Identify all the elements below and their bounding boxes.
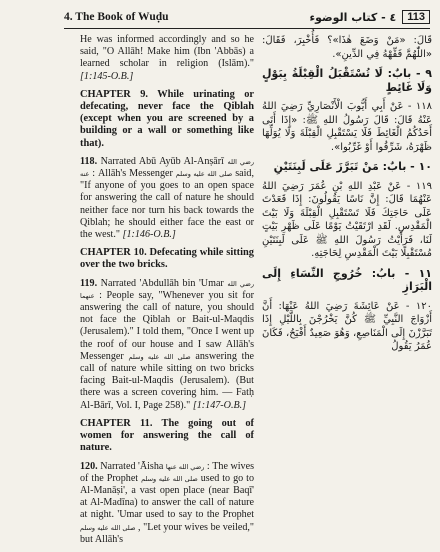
hadith-text: used to go to Al-Manāṣi', a vast open place (near Baqī' at Al-Madīna) to answer the call of nature at night. 'Umar used to say to the Prophet bbox=[80, 472, 255, 521]
salutation: صلى الله عليه وسلم bbox=[141, 474, 198, 483]
book-title: 4. The Book of Wuḍu bbox=[64, 11, 169, 23]
salutation: صلى الله عليه وسلم bbox=[175, 170, 233, 179]
hadith-118 bbox=[80, 156, 254, 241]
hadith-text: , "Let your wives be veiled," but Allāh's bbox=[80, 521, 255, 545]
narrator: Narrated Abū Ayūb Al-Anṣārī bbox=[97, 155, 224, 167]
arabic-chapter-10-title: ١٠ - بابٌ: مَنْ تَبَرَّزَ عَلَى لَبِنَتَيْنِ bbox=[273, 160, 432, 173]
reference: [1:147-O.B.] bbox=[192, 399, 247, 411]
paragraph-text: He was informed accordingly and so he said, "O Allāh! Make him (Ibn 'Abbās) a learned scholar in religion (Islām)." bbox=[80, 34, 254, 70]
arabic-hadith-119: ١١٩ - عَنْ عَبْدِ اللهِ بْنِ عُمَرَ رَضِيَ اللهُ عَنْهُمَا قَالَ: إِنَّ نَاسًا يَقُولُونَ: إِذَا قَعَدْتَ عَلَى حَاجَتِكَ فَلَا تَسْتَقْبِلِ الْقِبْلَةَ وَلَا بَيْتَ الْمَقْدِسِ. لَقَدِ ارْتَقَيْتُ يَوْمًا عَلَى ظَهْرِ بَيْتٍ لَنَا، فَرَأَيْتُ رَسُولَ اللهِ ﷺ عَلَى لَبِنَتَيْنِ مُسْتَقْبِلًا بَيْتَ الْمَقْدِسِ لِحَاجَتِهِ. bbox=[262, 180, 432, 259]
hadith-text: : Allāh's Messenger bbox=[89, 168, 173, 180]
hadith-text: : People say, "Whenever you sit for answering the call of nature, you should not face the Qiblah or Bait-ul-Maqdis (Jerusalem)." I told them, "Once I went up the roof of our house and I saw Allāh's Messenger bbox=[80, 289, 254, 362]
salutation: صلى الله عليه وسلم bbox=[128, 352, 191, 361]
page-header bbox=[64, 6, 430, 29]
hadith-120 bbox=[80, 461, 254, 546]
paragraph-continued bbox=[80, 34, 254, 83]
narrator: Narrated 'Āisha bbox=[97, 460, 164, 472]
salutation: صلى الله عليه وسلم bbox=[80, 523, 136, 532]
hadith-text: answering the call of nature while sitting on two bricks facing Bait-ul-Maqdis (Jerusalem). (But there was a screen covering him. — Fatḥ Al-Bārī, Vol. I, Page 258)." bbox=[80, 350, 254, 411]
salutation: رضي الله عنها bbox=[165, 462, 205, 471]
chapter-9-heading: CHAPTER 9. While urinating or defecating, never face the Qiblah (except when you are screened by a building or a wall or something like that). bbox=[80, 88, 254, 149]
arabic-hadith-118: ١١٨ - عَنْ أَبِي أَيُّوبَ الْأَنْصَارِيِّ رَضِيَ اللهُ عَنْهُ قَالَ: قَالَ رَسُولُ اللهِ ﷺ: «إِذَا أَتَى أَحَدُكُمُ الْغَائِطَ فَلَا يَسْتَقْبِلِ الْقِبْلَةَ وَلَا يُوَلِّهَا ظَهْرَهُ، شَرِّقُوا أَوْ غَرِّبُوا». bbox=[262, 101, 432, 153]
hadith-119 bbox=[80, 278, 254, 412]
hadith-number: 120. bbox=[80, 460, 98, 472]
arabic-chapter-9-title: ٩ - بابٌ: لَا تُسْتَقْبَلُ الْقِبْلَةُ بِبَوْلٍ وَلَا غَائِطٍ bbox=[262, 67, 432, 94]
narrator: Narrated 'Abdullāh bin 'Umar bbox=[97, 277, 224, 289]
hadith-number: 119. bbox=[80, 277, 98, 289]
arabic-column bbox=[262, 34, 432, 360]
page-number: 113 bbox=[402, 10, 430, 24]
arabic-book-title: ٤ - كتاب الوضوء bbox=[309, 10, 397, 24]
chapter-11-heading: CHAPTER 11. The going out of women for answering the call of nature. bbox=[80, 417, 254, 454]
header-right bbox=[309, 10, 430, 24]
hadith-text: : The wives of the Prophet bbox=[80, 460, 254, 484]
arabic-hadith-120: ١٢٠ - عَنْ عَائِشَةَ رَضِيَ اللهُ عَنْهَا: أَنَّ أَزْوَاجَ النَّبِيِّ ﷺ كُنَّ يَخْرُجْنَ بِاللَّيْلِ إِذَا تَبَرَّزْنَ إِلَى الْمَنَاصِعِ، وَهُوَ صَعِيدٌ أَفْيَحُ، فَكَانَ عُمَرُ يَقُولُ bbox=[262, 300, 432, 352]
english-column bbox=[80, 34, 254, 552]
reference: [1:146-O.B.] bbox=[122, 229, 176, 241]
salutation: رضي الله عنه bbox=[80, 157, 254, 179]
chapter-10-heading: CHAPTER 10. Defecating while sitting over the two bricks. bbox=[80, 247, 254, 271]
hadith-number: 118. bbox=[80, 155, 98, 167]
reference: [1:145-O.B.] bbox=[80, 70, 134, 82]
arabic-chapter-11-title: ١١ - بابُ: خُرُوجِ النِّسَاءِ إِلَى الْبَرَازِ bbox=[262, 266, 432, 293]
hadith-text: said, "If anyone of you goes to an open space for answering the call of nature he should neither face nor turn his back towards the Qiblah; he should either face the east or the west." bbox=[80, 168, 254, 241]
arabic-paragraph: قَالَ: «مَنْ وَضَعَ هٰذَا»؟ فَأُخْبِرَ، فَقَالَ: «اللّٰهُمَّ فَقِّهْهُ فِي الدِّينِ». bbox=[262, 35, 432, 60]
salutation: رضي الله عنهما bbox=[80, 279, 254, 300]
